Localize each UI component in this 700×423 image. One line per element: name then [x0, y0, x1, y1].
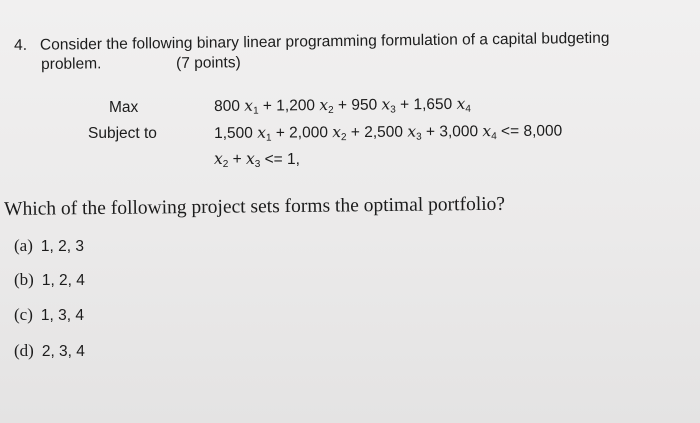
variable-x: x	[456, 94, 466, 113]
choice-b[interactable]	[14, 270, 85, 290]
objective-coef-2: + 1,200	[258, 97, 320, 115]
variable-subscript: 3	[254, 159, 261, 170]
variable-x: x	[214, 150, 223, 168]
choice-value: 1, 3, 4	[40, 307, 84, 324]
budget-constraint	[214, 122, 562, 143]
constraint1-coef-4: + 3,000	[421, 123, 483, 141]
plus-operator: +	[228, 151, 246, 168]
points-label: (7 points)	[176, 54, 241, 72]
problem-prompt-line2: problem.	[41, 55, 102, 73]
choice-d[interactable]	[14, 341, 85, 361]
choice-letter: (a)	[14, 236, 33, 255]
variable-x: x	[244, 96, 254, 115]
variable-subscript: 4	[465, 103, 471, 115]
problem-number: 4.	[14, 36, 28, 54]
objective-coef-3: + 950	[333, 96, 382, 114]
constraint1-coef-3: + 2,500	[346, 123, 408, 142]
variable-subscript: 3	[416, 131, 422, 143]
choice-a[interactable]	[14, 236, 84, 256]
objective-function	[214, 95, 471, 116]
choice-letter: (b)	[14, 270, 34, 289]
variable-subscript: 1	[265, 132, 272, 144]
exclusivity-constraint	[214, 150, 300, 169]
choice-value: 1, 2, 3	[40, 238, 84, 255]
constraint1-coef-2: + 2,000	[271, 124, 333, 142]
variable-x: x	[319, 96, 329, 115]
variable-x: x	[381, 95, 391, 114]
choice-value: 1, 2, 4	[41, 272, 85, 289]
choice-letter: (d)	[14, 341, 34, 360]
objective-coef-4: + 1,650	[395, 95, 457, 114]
constraint1-coef-1: 1,500	[214, 124, 258, 142]
question-text: Which of the following project sets forms the optimal portfolio?	[4, 193, 506, 220]
constraint1-rhs: <= 8,000	[496, 122, 563, 141]
variable-subscript: 2	[222, 159, 229, 170]
problem-prompt-text: Consider the following binary linear programming formulation of a capital budgeting	[39, 29, 610, 54]
variable-x: x	[257, 123, 266, 142]
choice-letter: (c)	[14, 305, 33, 324]
variable-subscript: 4	[491, 131, 497, 143]
objective-coef-1: 800	[214, 97, 245, 115]
variable-x: x	[482, 122, 492, 141]
variable-x: x	[407, 122, 417, 141]
problem-prompt-line1	[14, 30, 610, 55]
choice-value: 2, 3, 4	[41, 343, 85, 360]
constraint2-rhs: <= 1,	[260, 151, 300, 168]
subject-to-label: Subject to	[88, 125, 157, 142]
variable-x: x	[245, 150, 255, 168]
variable-subscript: 1	[252, 105, 259, 117]
variable-x: x	[332, 123, 342, 142]
variable-subscript: 3	[390, 104, 396, 116]
max-label: Max	[109, 99, 139, 116]
variable-subscript: 2	[328, 104, 334, 117]
choice-c[interactable]	[14, 305, 84, 325]
variable-subscript: 2	[340, 132, 347, 144]
